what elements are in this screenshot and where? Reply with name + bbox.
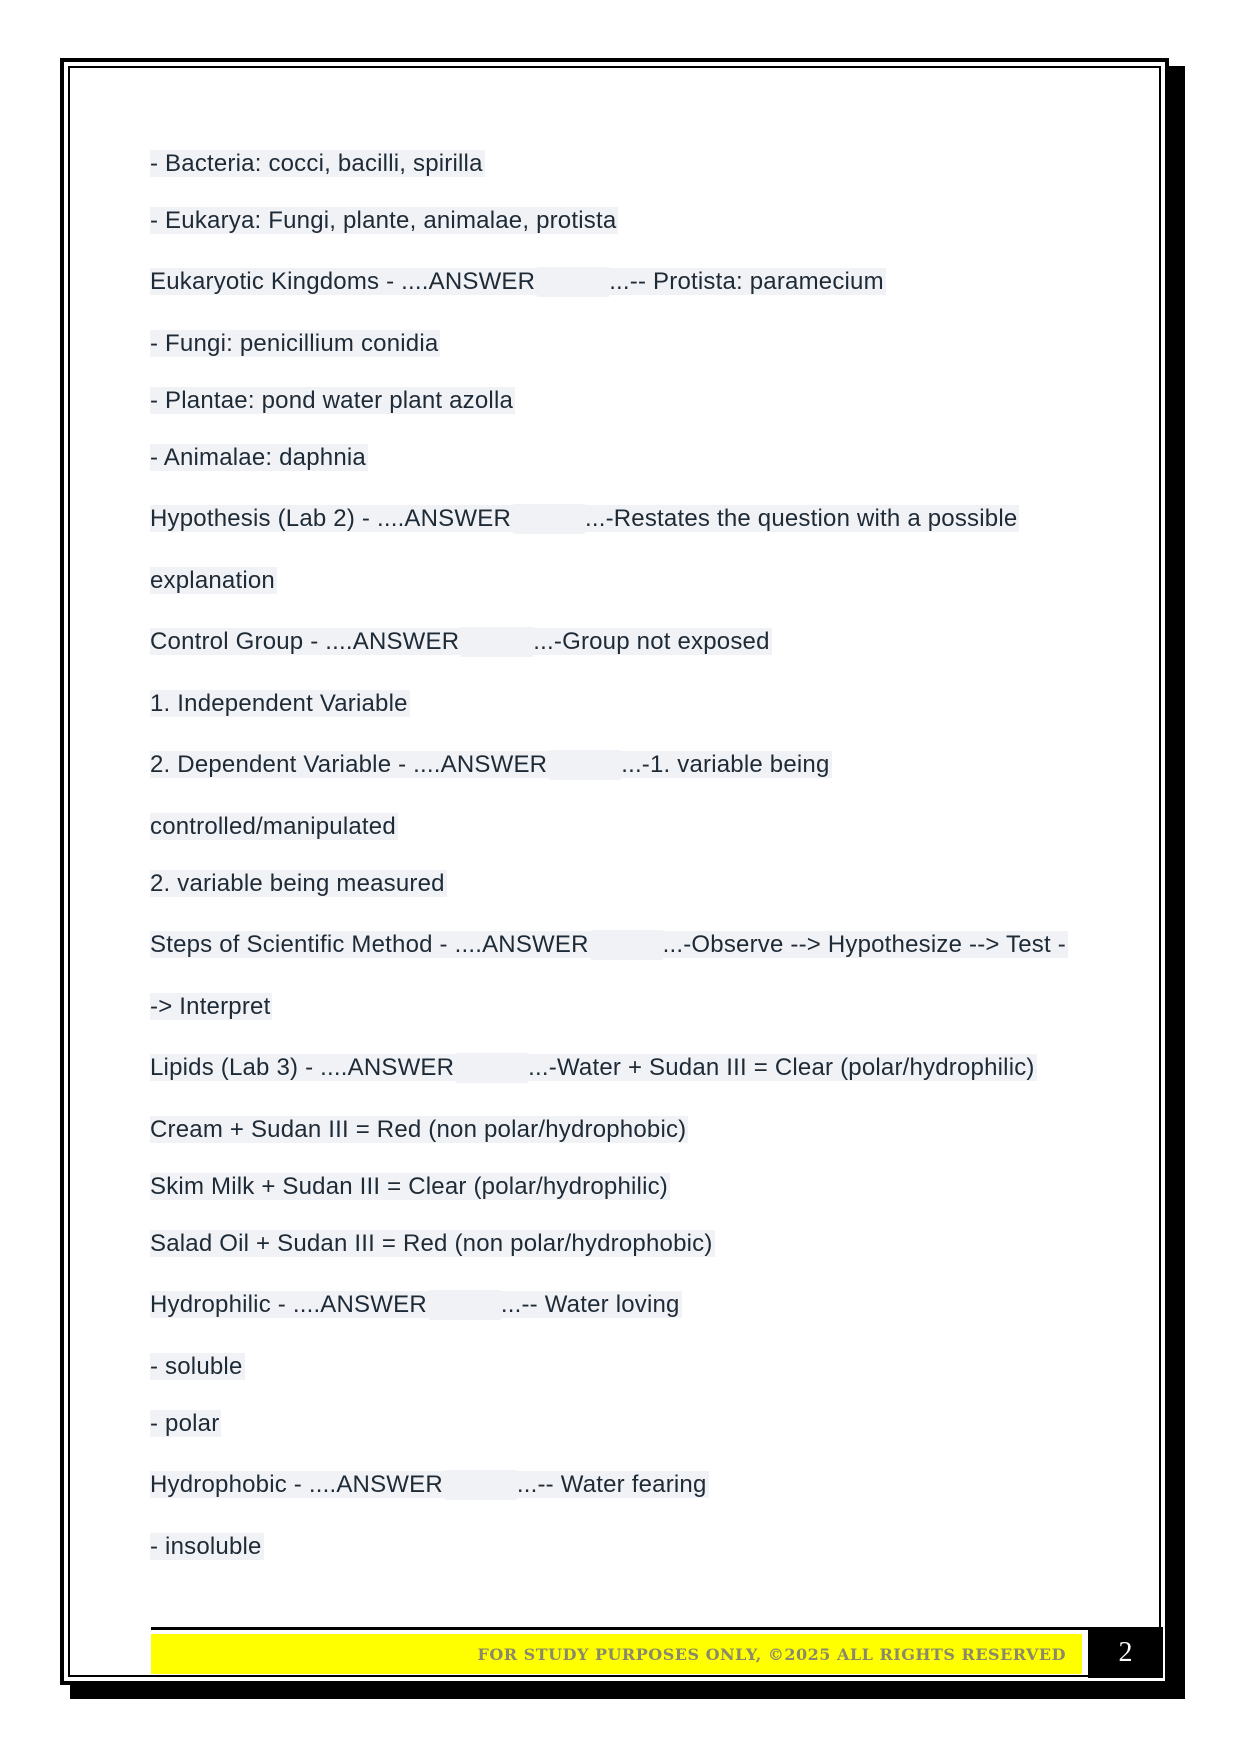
footer-rule — [151, 1627, 1163, 1630]
qa-line: Hypothesis (Lab 2) - ....ANSWER ...-Restates the question with a possible — [150, 505, 1018, 532]
text-line: - Fungi: penicillium conidia — [150, 330, 439, 357]
qa-line: Hydrophilic - ....ANSWER ...-- Water loving — [150, 1291, 680, 1318]
text-line: - Eukarya: Fungi, plante, animalae, protista — [150, 207, 617, 234]
qa-line: Steps of Scientific Method - ....ANSWER ...-Observe --> Hypothesize --> Test - — [150, 931, 1066, 958]
text-line: - Animalae: daphnia — [150, 444, 366, 471]
qa-line: Lipids (Lab 3) - ....ANSWER ...-Water + Sudan III = Clear (polar/hydrophilic) — [150, 1054, 1035, 1081]
text-line: - insoluble — [150, 1533, 262, 1560]
text-line: Skim Milk + Sudan III = Clear (polar/hydrophilic) — [150, 1173, 668, 1200]
footer-copyright: FOR STUDY PURPOSES ONLY, ©2025 ALL RIGHTS RESERVED — [477, 1644, 1066, 1664]
text-line: - Plantae: pond water plant azolla — [150, 387, 514, 414]
text-line: -> Interpret — [150, 993, 271, 1020]
text-line: Cream + Sudan III = Red (non polar/hydrophobic) — [150, 1116, 687, 1143]
qa-line: 2. Dependent Variable - ....ANSWER ...-1. variable being — [150, 751, 830, 778]
text-line: Salad Oil + Sudan III = Red (non polar/hydrophobic) — [150, 1230, 713, 1257]
qa-line: Eukaryotic Kingdoms - ....ANSWER ...-- Protista: paramecium — [150, 268, 884, 295]
text-line: - soluble — [150, 1353, 243, 1380]
qa-line: Control Group - ....ANSWER ...-Group not exposed — [150, 628, 770, 655]
page-number: 2 — [1088, 1627, 1163, 1678]
text-line: explanation — [150, 567, 275, 594]
text-line: - Bacteria: cocci, bacilli, spirilla — [150, 150, 483, 177]
text-line: 1. Independent Variable — [150, 690, 408, 717]
text-line: - polar — [150, 1410, 220, 1437]
text-line: 2. variable being measured — [150, 870, 445, 897]
qa-line: Hydrophobic - ....ANSWER ...-- Water fearing — [150, 1471, 707, 1498]
footer-banner — [151, 1634, 1082, 1674]
text-line: controlled/manipulated — [150, 813, 396, 840]
